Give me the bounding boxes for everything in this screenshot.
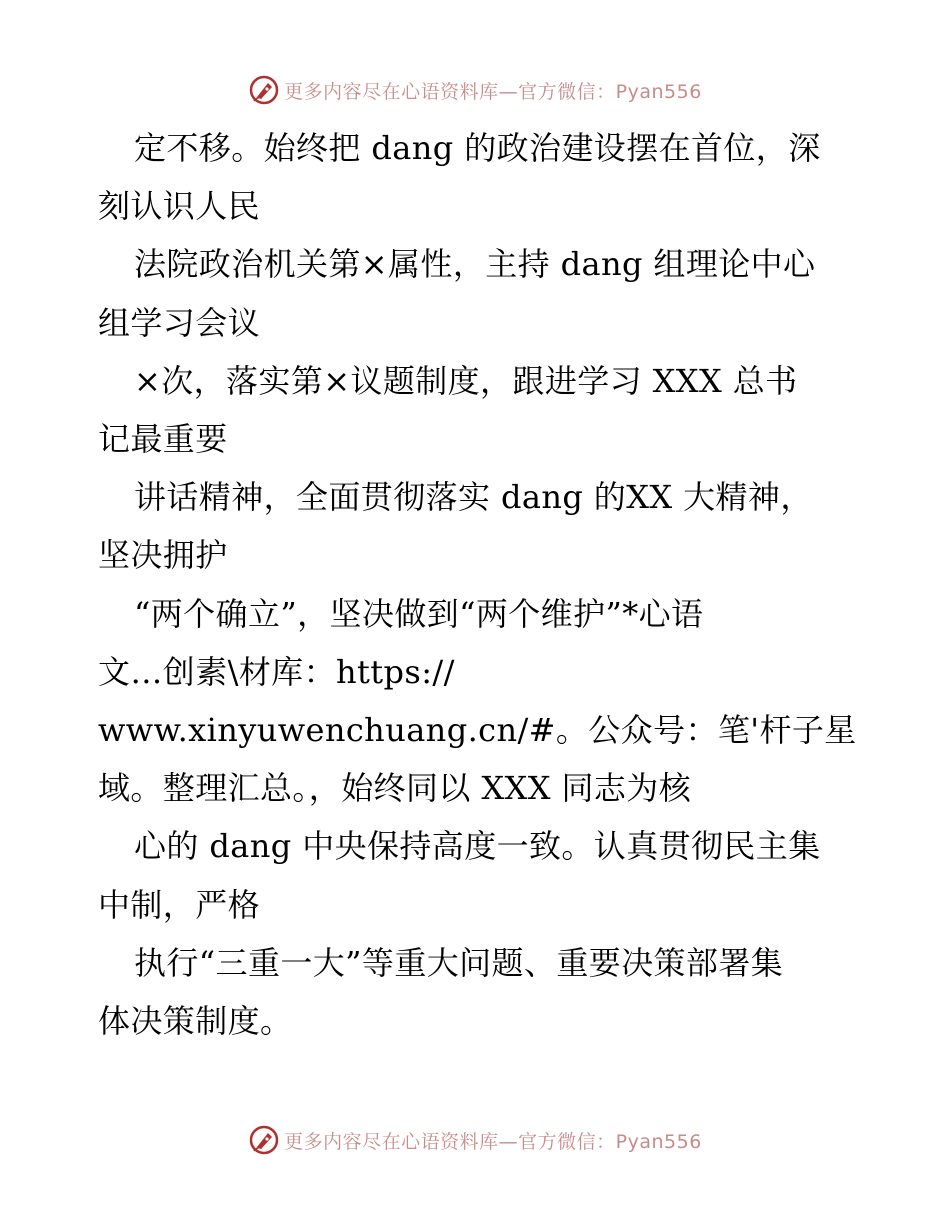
- text-line: 执行“三重一大”等重大问题、重要决策部署集: [134, 943, 784, 982]
- text-line: 文…创素\材库：https://: [98, 652, 455, 691]
- text-line: ×次，落实第×议题制度，跟进学习 XXX 总书: [134, 361, 798, 400]
- pen-nib-circle-icon: [248, 74, 280, 106]
- paragraph: [98, 585, 858, 818]
- text-line: www.xinyuwenchuang.cn/#。公众号：笔'杆子星: [98, 711, 857, 750]
- footer-banner: [0, 1120, 950, 1160]
- text-line: 域。整理汇总。，始终同以 XXX 同志为核: [98, 769, 692, 808]
- paragraph: [98, 119, 858, 235]
- header-banner: [0, 70, 950, 110]
- text-line: 刻认识人民: [98, 187, 261, 226]
- text-line: 讲话精神，全面贯彻落实 dang 的XX 大精神，: [134, 478, 813, 517]
- text-line: 坚决拥护: [98, 536, 228, 575]
- pen-nib-circle-icon: [248, 1124, 280, 1156]
- paragraph: [98, 934, 858, 1050]
- footer-banner-text: 更多内容尽在心语资料库—官方微信：Pyan556: [284, 1130, 702, 1153]
- header-banner-text: 更多内容尽在心语资料库—官方微信：Pyan556: [284, 80, 702, 103]
- paragraph: [98, 468, 858, 584]
- text-line: 记最重要: [98, 420, 228, 459]
- paragraph: [98, 817, 858, 933]
- text-line: 心的 dang 中央保持高度一致。认真贯彻民主集: [134, 827, 821, 866]
- paragraph: [98, 235, 858, 351]
- text-line: 法院政治机关第×属性，主持 dang 组理论中心: [134, 245, 816, 284]
- text-line: 体决策制度。: [98, 1002, 293, 1041]
- paragraph: [98, 352, 858, 468]
- text-line: “两个确立”，坚决做到“两个维护”*心语: [134, 594, 704, 633]
- text-line: 中制，严格: [98, 885, 261, 924]
- text-line: 组学习会议: [98, 303, 261, 342]
- text-line: 定不移。始终把 dang 的政治建设摆在首位，深: [134, 129, 821, 167]
- document-body: [98, 119, 858, 1050]
